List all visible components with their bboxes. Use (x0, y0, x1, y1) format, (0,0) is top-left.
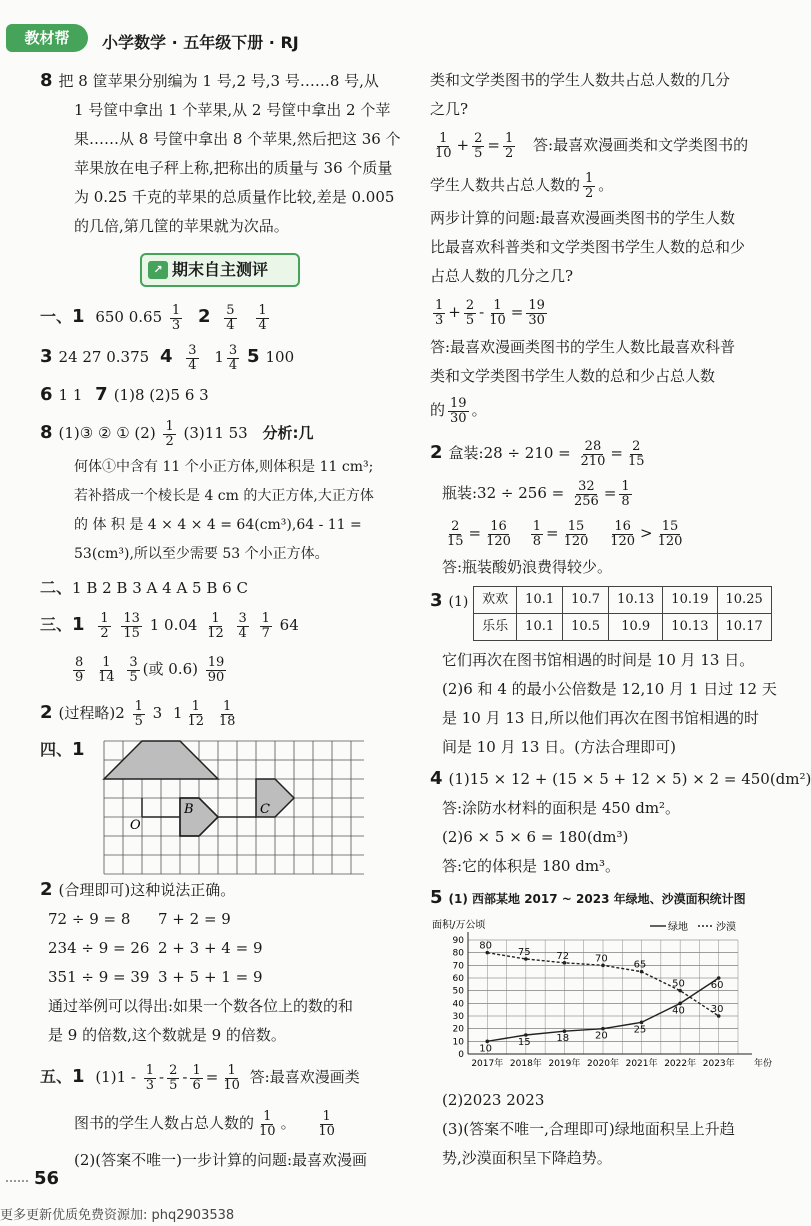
line-chart (430, 914, 773, 1086)
answer-text: (过程略)2 (58, 704, 125, 722)
fraction: $\frac{1}{12}$ (187, 698, 205, 729)
section-label: 五、 (40, 1067, 73, 1086)
text-line: 答:涂防水材料的面积是 450 dm²。 (442, 799, 681, 817)
data-label: 25 (633, 1024, 647, 1036)
text-line: 类和文学类图书学生人数的总和少占总人数 (430, 367, 716, 385)
data-label: 60 (710, 980, 724, 991)
data-label: 15 (517, 1037, 531, 1048)
x-tick-label: 2020年 (587, 1059, 619, 1069)
section-label: 三、 (40, 615, 73, 634)
fraction: $\frac{1}{18}$ (218, 698, 236, 729)
text-line: 类和文学类图书的学生人数共占总人数的几分 (430, 71, 731, 89)
text-line: (3)(答案不唯一,合理即可)绿地面积呈上升趋 (442, 1120, 735, 1138)
x-tick-label: 2018年 (509, 1059, 542, 1069)
data-label: 50 (672, 978, 685, 990)
fraction: $\frac{8}{9}$ (75, 654, 84, 685)
text-line: 答:它的体积是 180 dm³。 (442, 857, 621, 875)
section-banner (140, 253, 300, 287)
question-number: 8 (40, 70, 53, 91)
y-tick-label: 10 (452, 1037, 464, 1048)
equation: 72 ÷ 9 = 8 (48, 910, 131, 928)
x-tick-label: 2023年 (702, 1059, 735, 1069)
y-tick-label: 0 (458, 1050, 464, 1060)
answer-text: 盒装:28 ÷ 210 = (448, 444, 571, 462)
fraction: $\frac{3}{4}$ (238, 610, 247, 641)
footer-note: 更多更新优质免费资源加: phq2903538 (0, 1208, 235, 1223)
x-tick-label: 2017年 (471, 1059, 504, 1069)
answer-text: 24 27 0.375 (58, 348, 150, 366)
text-line: 1 号筐中拿出 1 个苹果,从 2 号筐中拿出 2 个苹 (74, 101, 391, 119)
text-line: 是 9 的倍数,这个数就是 9 的倍数。 (48, 1026, 286, 1044)
equation: 7 + 2 = 9 (158, 910, 231, 928)
data-label: 18 (556, 1033, 570, 1045)
section-label: 二、 (40, 578, 73, 597)
fraction: $\frac{3}{5}$ (129, 654, 138, 685)
text-line: 的几倍,第几筐的苹果就为次品。 (74, 217, 289, 235)
data-label: 40 (672, 1005, 685, 1017)
text-line: 两步计算的问题:最喜欢漫画类图书的学生人数 (430, 209, 736, 227)
text-line: 果……从 8 号筐中拿出 8 个苹果,然后把这 36 个 (74, 130, 401, 148)
data-label: 75 (517, 947, 531, 958)
shape-b-label: B (184, 802, 194, 817)
equation: 2 + 3 + 4 = 9 (158, 939, 263, 957)
y-axis-label: 面积/万公顷 (432, 920, 486, 931)
answer-text: (或 0.6) (142, 660, 198, 678)
answer-text: 学生人数共占总人数的 (430, 176, 581, 194)
grid-figure (104, 741, 364, 875)
x-tick-label: 2022年 (664, 1059, 697, 1069)
text-line: 通过举例可以得出:如果一个数各位上的数的和 (48, 997, 354, 1015)
answer-text: 1 B 2 B 3 A 4 A 5 B 6 C (72, 579, 248, 597)
answer-text: (合理即可)这种说法正确。 (58, 881, 236, 899)
section-label: 一、 (40, 307, 73, 326)
banner-title: 期末自主测评 (171, 260, 268, 279)
text-line: 之几? (430, 100, 469, 118)
right-column: 类和文学类图书的学生人数共占总人数的几分 之几? $\frac{1}{10}$ + $\frac{2}{5}$ = $\frac{1}{2}$ 答:最喜欢漫画类和文学类图书的 学生人数共占总人数的 $\frac{1}{2}$ 。 两步计算的问题:最喜欢漫画类图书的学生人数 比最喜欢科普类和文学类图书学生人数的总和少 占总人数的几分之几? $\frac{1}{3}$ + $\frac{2}{5}$ - $\frac{1}{10}$ = $\frac{19}{30}$ 答:最喜欢漫画类图书的学生人数比最喜欢科普 类和文学类图书学生人数的总和少占总人数 的 $\frac{19}{30}$ 。 2 盒装:28 ÷ 210 = $\frac{28}{210}$ = $\frac{2}{15}$ 瓶装:32 ÷ 256 = $\frac{32}{256}$ = $\frac{1}{8}$ $\frac{2}{15}$ = $\frac{16}{120}$ $\frac{1}{8}$ = $\frac{15}{120}$ $\frac{16}{120}$ > $\frac{15}{120}$ 答:瓶装酸奶浪费得较少。 3 (1) 欢欢 10.1 10.7 10.13 10.19 10.25 乐乐 10.1 10.5 10.9 10.13 10.17 它们再次在图书馆相遇的时间是 10 月 13 日。 (2)6 和 4 的最小公倍数是 12,10 月 1 日过 12 天 是 10 月 13 日,所以他们再次在图书馆相遇的时 间是 10 月 13 日。(方法合理即可) 4 (1)15 × 12 + (15 × 5 + 12 × 5) × 2 = 450(dm²) 答:涂防水材料的面积是 450 dm²。 (2)6 × 5 × 6 = 180(dm³) 答:它的体积是 180 dm³。 5 (1) 西部某地 2017 ~ 2023 年绿地、沙漠面积统计图 面积/万公顷 0 10 20 30 40 50 60 70 80 90 2017年 2018年 2019年 2020年 2021年 2022年 2023年 年份 10 15 18 20 25 40 60 80 75 72 70 65 50 30 绿地 沙漠 (2)2023 2023 (3)(答案不唯一,合理即可)绿地面积呈上升趋 势,沙漠面积呈下降趋势。 (430, 66, 770, 1173)
text-line: 是 10 月 13 日,所以他们再次在图书馆相遇的时 (442, 709, 760, 727)
answer-text: (1)③ ② ① (2) (58, 424, 156, 442)
fraction: $\frac{1}{12}$ (207, 610, 224, 641)
fraction: $\frac{1}{4}$ (258, 302, 267, 333)
text-line: 答:最喜欢漫画类图书的学生人数比最喜欢科普 (430, 338, 736, 356)
text-line: (2)6 和 4 的最小公倍数是 12,10 月 1 日过 12 天 (442, 680, 777, 698)
text-line: 答:瓶装酸奶浪费得较少。 (442, 558, 613, 576)
y-tick-label: 50 (452, 986, 464, 997)
text-line: 比最喜欢科普类和文学类图书学生人数的总和少 (430, 238, 746, 256)
fraction: $\frac{3}{4}$ (228, 342, 238, 373)
data-label: 70 (595, 953, 608, 965)
answer-text: (3)11 53 (183, 424, 248, 442)
data-label: 20 (595, 1030, 608, 1042)
analysis-label: 分析:几 (262, 424, 314, 442)
date-table: 欢欢 10.1 10.7 10.13 10.19 10.25 乐乐 10.1 10.5 10.9 10.13 10.17 (473, 586, 772, 641)
answer-text: 瓶装:32 ÷ 256 = (442, 484, 565, 502)
fraction: $\frac{1}{2}$ (100, 610, 109, 641)
text-line: (2)6 × 5 × 6 = 180(dm³) (442, 828, 629, 846)
answer-text: 答:最喜欢漫画类和文学类图书的 (533, 136, 749, 154)
answer-text: 1 0.04 (149, 616, 198, 634)
text-line: (2)2023 2023 (442, 1091, 545, 1109)
chart-icon: ↗ (148, 261, 168, 279)
x-tick-label: 2021年 (625, 1059, 658, 1069)
answer-text: (1)1 - (95, 1068, 136, 1086)
data-label: 80 (479, 940, 493, 952)
fraction: $\frac{1}{2}$ (165, 418, 174, 449)
left-column: 8 把 8 筐苹果分别编为 1 号,2 号,3 号……8 号,从 1 号筐中拿出 1 个苹果,从 2 号筐中拿出 2 个苹 果……从 8 号筐中拿出 8 个苹果,然后把这 36 个 苹果放在电子秤上称,把称出的质量与 36 个质量 为 0.25 千克的苹果的总质量作比较,差是 0.005 的几倍,第几筐的苹果就为次品。 ↗ 期末自主测评 一、1 650 0.65 $\frac{1}{3}$ 2 $\frac{5}{4}$ $\frac{1}{4}$ 3 24 27 0.375 4 $\frac{3}{4}$ 1 $\frac{3}{4}$ 5 100 6 1 1 7 (1)8 (2)5 6 3 8 (1)③ ② ① (2) $\frac{1}{2}$ (3)11 53 分析:几 何体①中含有 11 个小正方体,则体积是 11 cm³; 若补搭成一个棱长是 4 cm 的大正方体,大正方体 的 体 积 是 4 × 4 × 4 = 64(cm³),64 - 11 = 53(cm³),所以至少需要 53 个小正方体。 二、1 B 2 B 3 A 4 A 5 B 6 C 三、1 $\frac{1}{2}$ $\frac{13}{15}$ 1 0.04 $\frac{1}{12}$ $\frac{3}{4}$ $\frac{1}{7}$ 64 $\frac{8}{9}$ $\frac{1}{14}$ $\frac{3}{5}$ (或 0.6) $\frac{19}{90}$ 2 (过程略)2 $\frac{1}{5}$ 3 1 $\frac{1}{12}$ $\frac{1}{18}$ 四、1 O B C 2 (合理即可)这种说法正确。 72 ÷ 9 = 8 7 + 2 = 9 234 ÷ 9 = 26 2 + 3 + 4 = 9 351 ÷ 9 = 39 3 + 5 + 1 = 9 通过举例可以得出:如果一个数各位上的数的和 是 9 的倍数,这个数就是 9 的倍数。 五、1 (1)1 - $\frac{1}{3}$ - $\frac{2}{5}$ - $\frac{1}{6}$ = $\frac{1}{10}$ 答:最喜欢漫画类 图书的学生人数占总人数的 $\frac{1}{10}$ 。 $\frac{1}{10}$ (2)(答案不唯一)一步计算的问题:最喜欢漫画 (40, 66, 410, 1175)
fraction: $\frac{1}{3}$ (171, 302, 181, 333)
answer-text: 图书的学生人数占总人数的 (74, 1114, 255, 1132)
answer-text: 答:最喜欢漫画类 (249, 1068, 360, 1086)
answer-text: (1)8 (2)5 6 3 (113, 386, 209, 404)
data-label: 10 (479, 1043, 493, 1055)
text-line: 53(cm³),所以至少需要 53 个小正方体。 (74, 546, 329, 562)
text-line: 若补搭成一个棱长是 4 cm 的大正方体,大正方体 (74, 488, 374, 504)
brand-badge: 教材帮 (6, 24, 88, 52)
answer-text: 100 (265, 348, 295, 366)
section-label: 四、 (40, 740, 73, 759)
answer-text: 的 (430, 401, 446, 419)
data-label: 65 (633, 959, 647, 971)
text-line: 把 8 筐苹果分别编为 1 号,2 号,3 号……8 号,从 (58, 72, 379, 90)
text-line: 势,沙漠面积呈下降趋势。 (442, 1149, 612, 1167)
answer-text: 3 (152, 704, 163, 722)
fraction: $\frac{1}{5}$ (134, 698, 143, 729)
text-line: 苹果放在电子秤上称,把称出的质量与 36 个质量 (74, 159, 393, 177)
legend-label: 绿地 (668, 922, 688, 933)
text-line: 的 体 积 是 4 × 4 × 4 = 64(cm³),64 - 11 = (74, 517, 362, 533)
text-line: 它们再次在图书馆相遇的时间是 10 月 13 日。 (442, 651, 755, 669)
y-tick-label: 90 (452, 936, 464, 946)
answer-text: (1)15 × 12 + (15 × 5 + 12 × 5) × 2 = 450(dm²) (448, 770, 811, 788)
text-line: 何体①中含有 11 个小正方体,则体积是 11 cm³; (74, 459, 374, 475)
text-line: 占总人数的几分之几? (430, 267, 574, 285)
answer-text: 64 (279, 616, 299, 634)
fraction: $\frac{1}{14}$ (98, 654, 115, 685)
chart-title: (1) 西部某地 2017 ~ 2023 年绿地、沙漠面积统计图 (448, 892, 746, 906)
text-line: 间是 10 月 13 日。(方法合理即可) (442, 738, 676, 756)
x-tick-label: 2019年 (548, 1059, 581, 1069)
fraction: $\frac{13}{15}$ (123, 610, 140, 641)
y-tick-label: 30 (452, 1012, 464, 1022)
shape-c-label: C (260, 802, 270, 817)
fraction: $\frac{19}{90}$ (207, 654, 225, 685)
fraction: $\frac{3}{4}$ (188, 342, 197, 373)
equation: 3 + 5 + 1 = 9 (158, 968, 263, 986)
page-header (0, 0, 800, 70)
y-tick-label: 60 (452, 974, 464, 984)
book-title: 小学数学 · 五年级下册 · RJ (102, 33, 299, 52)
text-line: 为 0.25 千克的苹果的总质量作比较,差是 0.005 (74, 188, 395, 206)
data-label: 72 (556, 950, 570, 962)
origin-label: O (130, 818, 141, 833)
y-tick-label: 80 (452, 948, 464, 959)
data-label: 30 (710, 1004, 724, 1015)
fraction: $\frac{5}{4}$ (226, 302, 235, 333)
legend-label: 沙漠 (716, 922, 736, 933)
y-tick-label: 20 (452, 1024, 464, 1035)
footer-decoration (6, 1180, 28, 1182)
text-line: (2)(答案不唯一)一步计算的问题:最喜欢漫画 (74, 1151, 368, 1169)
y-tick-label: 40 (452, 999, 464, 1010)
answer-text: 1 1 (58, 386, 83, 404)
equation: 351 ÷ 9 = 39 (48, 968, 150, 986)
fraction: $\frac{1}{7}$ (261, 610, 270, 641)
answer-text: 650 0.65 (95, 308, 163, 326)
x-axis-label: 年份 (754, 1059, 773, 1069)
equation: 234 ÷ 9 = 26 (48, 939, 150, 957)
y-tick-label: 70 (452, 961, 464, 972)
page-number: 56 (34, 1168, 60, 1189)
